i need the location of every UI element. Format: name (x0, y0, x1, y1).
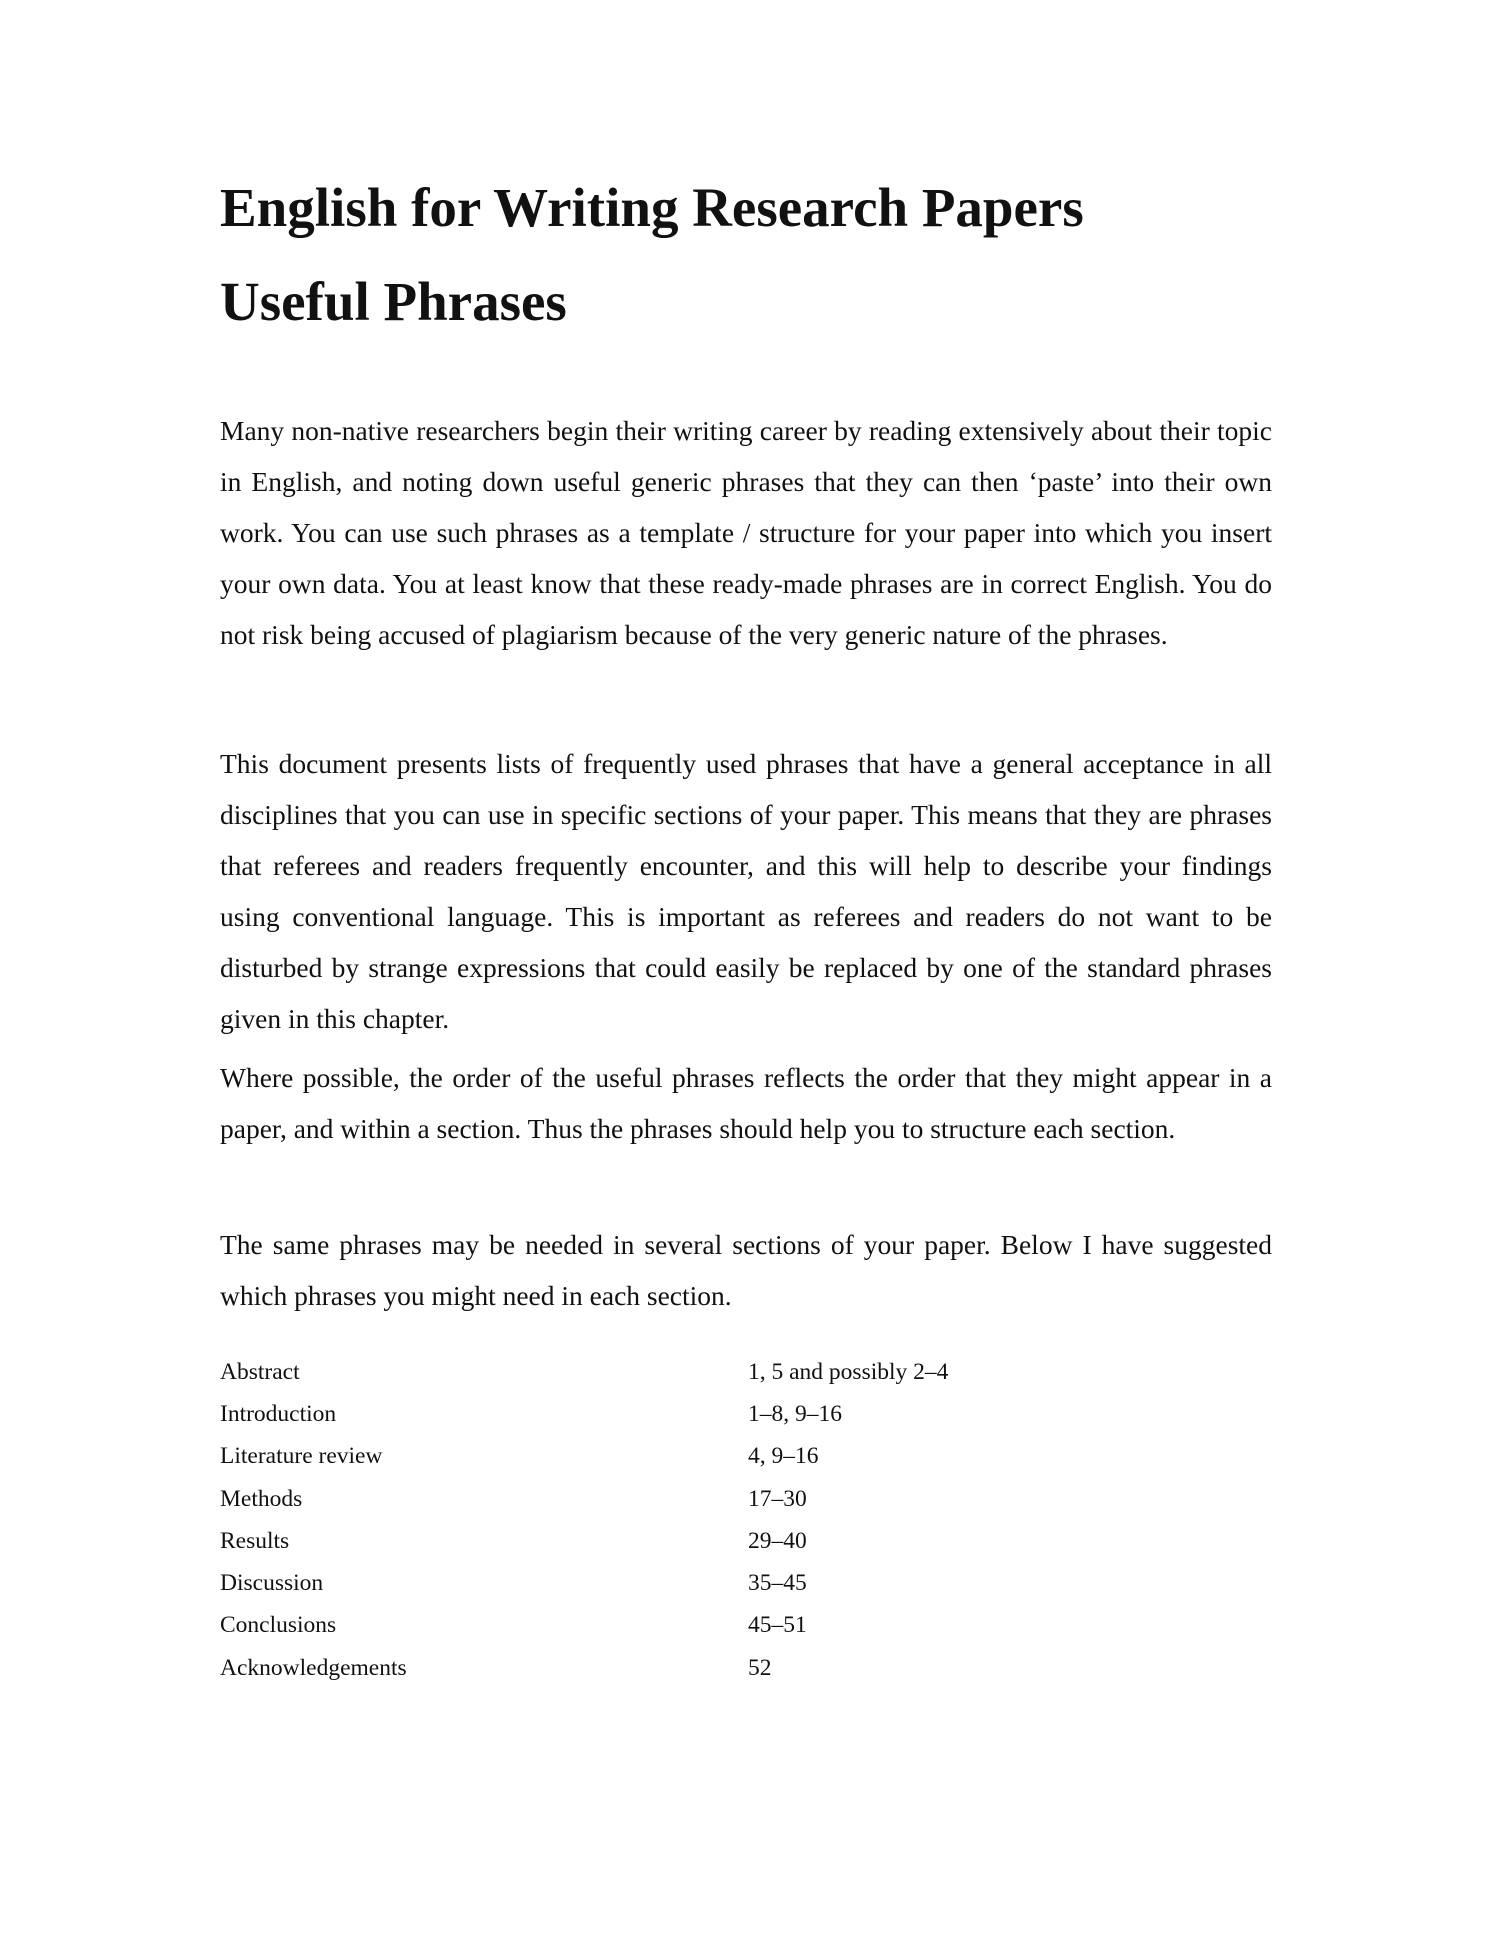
section-phrases: 52 (748, 1654, 772, 1681)
section-phrases: 29–40 (748, 1527, 807, 1554)
section-phrases: 1–8, 9–16 (748, 1400, 842, 1427)
section-name: Results (220, 1527, 290, 1554)
table-row (220, 1351, 1020, 1393)
section-name: Literature review (220, 1443, 383, 1470)
table-row (220, 1436, 1020, 1478)
document-subtitle: Useful Phrases (220, 271, 567, 332)
paragraph-sections-note: The same phrases may be needed in several sections of your paper. Below I have suggested which phrases you might need in each section. (220, 1229, 1272, 1311)
section-name: Introduction (220, 1400, 337, 1427)
table-row (220, 1605, 1020, 1647)
section-name: Conclusions (220, 1612, 337, 1639)
paragraph-purpose: This document presents lists of frequently used phrases that have a general acceptance in all disciplines that you can use in specific sections of your paper. This means that they are phrases that referees and readers frequently encounter, and this will help to describe your findings using conventional language. This is important as referees and readers do not want to be disturbed by strange expressions that could easily be replaced by one of the standard phrases given in this chapter. (220, 748, 1272, 1034)
table-row (220, 1520, 1020, 1562)
section-phrases: 35–45 (748, 1570, 807, 1597)
section-phrases: 45–51 (748, 1612, 807, 1639)
document-title: English for Writing Research Papers (220, 177, 1084, 238)
section-phrases: 4, 9–16 (748, 1443, 819, 1470)
section-phrases: 1, 5 and possibly 2–4 (748, 1358, 949, 1385)
section-name: Abstract (220, 1358, 300, 1385)
table-row (220, 1647, 1020, 1689)
section-phrase-table (220, 1351, 1020, 1689)
table-row (220, 1393, 1020, 1435)
paragraph-intro: Many non-native researchers begin their writing career by reading extensively about their topic in English, and noting down useful generic phrases that they can then ‘paste’ into their own work. You can use such phrases as a template / structure for your paper into which you insert your own data. You at least know that these ready-made phrases are in correct English. You do not risk being accused of plagiarism because of the very generic nature of the phrases. (220, 415, 1272, 650)
section-name: Discussion (220, 1570, 324, 1597)
paragraph-order: Where possible, the order of the useful phrases reflects the order that they might appear in a paper, and within a section. Thus the phrases should help you to structure each section. (220, 1062, 1272, 1144)
table-row (220, 1562, 1020, 1604)
section-name: Methods (220, 1485, 303, 1512)
table-row (220, 1478, 1020, 1520)
section-name: Acknowledgements (220, 1654, 407, 1681)
section-phrases: 17–30 (748, 1485, 807, 1512)
